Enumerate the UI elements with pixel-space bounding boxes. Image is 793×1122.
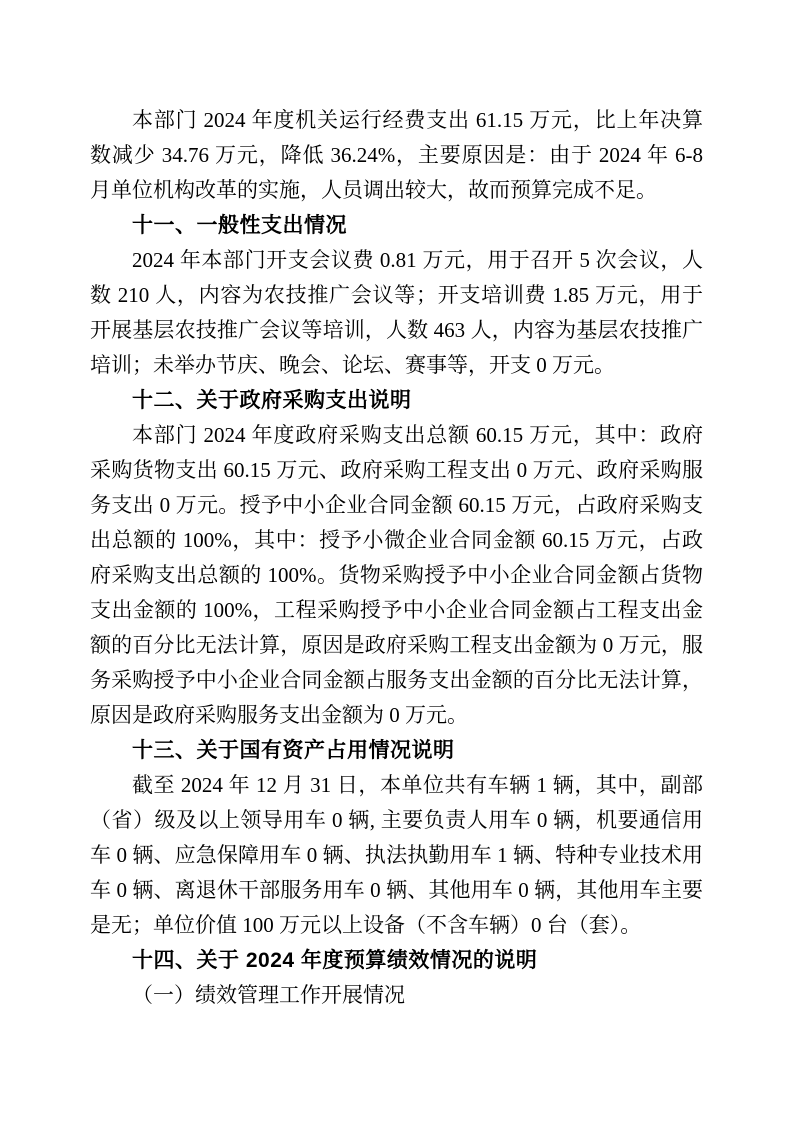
body-paragraph: 2024 年本部门开支会议费 0.81 万元，用于召开 5 次会议，人数 210 人，内容为农技推广会议等；开支培训费 1.85 万元，用于开展基层农技推广会议等培训，人数 463 人，内容为基层农技推广培训；未举办节庆、晚会、论坛、赛事等，开支 0 万元。 [90, 248, 703, 377]
body-paragraph: 本部门 2024 年度机关运行经费支出 61.15 万元，比上年决算数减少 34.76 万元，降低 36.24%，主要原因是：由于 2024 年 6-8 月单位机构改革的实施，人员调出较大，故而预算完成不足。 [90, 108, 703, 202]
section-heading: 十一、一般性支出情况 [132, 214, 347, 237]
section-heading: 十四、关于 2024 年度预算绩效情况的说明 [132, 949, 538, 972]
section-heading: 十二、关于政府采购支出说明 [132, 389, 412, 412]
sub-heading: （一）绩效管理工作开展情况 [132, 983, 405, 1007]
document-content [90, 103, 703, 1013]
section-heading: 十三、关于国有资产占用情况说明 [132, 739, 455, 762]
body-paragraph: 本部门 2024 年度政府采购支出总额 60.15 万元，其中：政府采购货物支出 60.15 万元、政府采购工程支出 0 万元、政府采购服务支出 0 万元。授予中小企业合同金额 60.15 万元，占政府采购支出总额的 100%，其中：授予小微企业合同金额 60.15 万元，占政府采购支出总额的 100%。货物采购授予中小企业合同金额占货物支出金额的 100%，工程采购授予中小企业合同金额占工程支出金额的百分比无法计算，原因是政府采购工程支出金额为 0 万元，服务采购授予中小企业合同金额占服务支出金额的百分比无法计算，原因是政府采购服务支出金额为 0 万元。 [90, 423, 703, 727]
body-paragraph: 截至 2024 年 12 月 31 日，本单位共有车辆 1 辆，其中，副部（省）级及以上领导用车 0 辆, 主要负责人用车 0 辆，机要通信用车 0 辆、应急保障用车 0 辆、执法执勤用车 1 辆、特种专业技术用车 0 辆、离退休干部服务用车 0 辆、其他用车 0 辆，其他用车主要是无；单位价值 100 万元以上设备（不含车辆）0 台（套）。 [90, 773, 703, 937]
